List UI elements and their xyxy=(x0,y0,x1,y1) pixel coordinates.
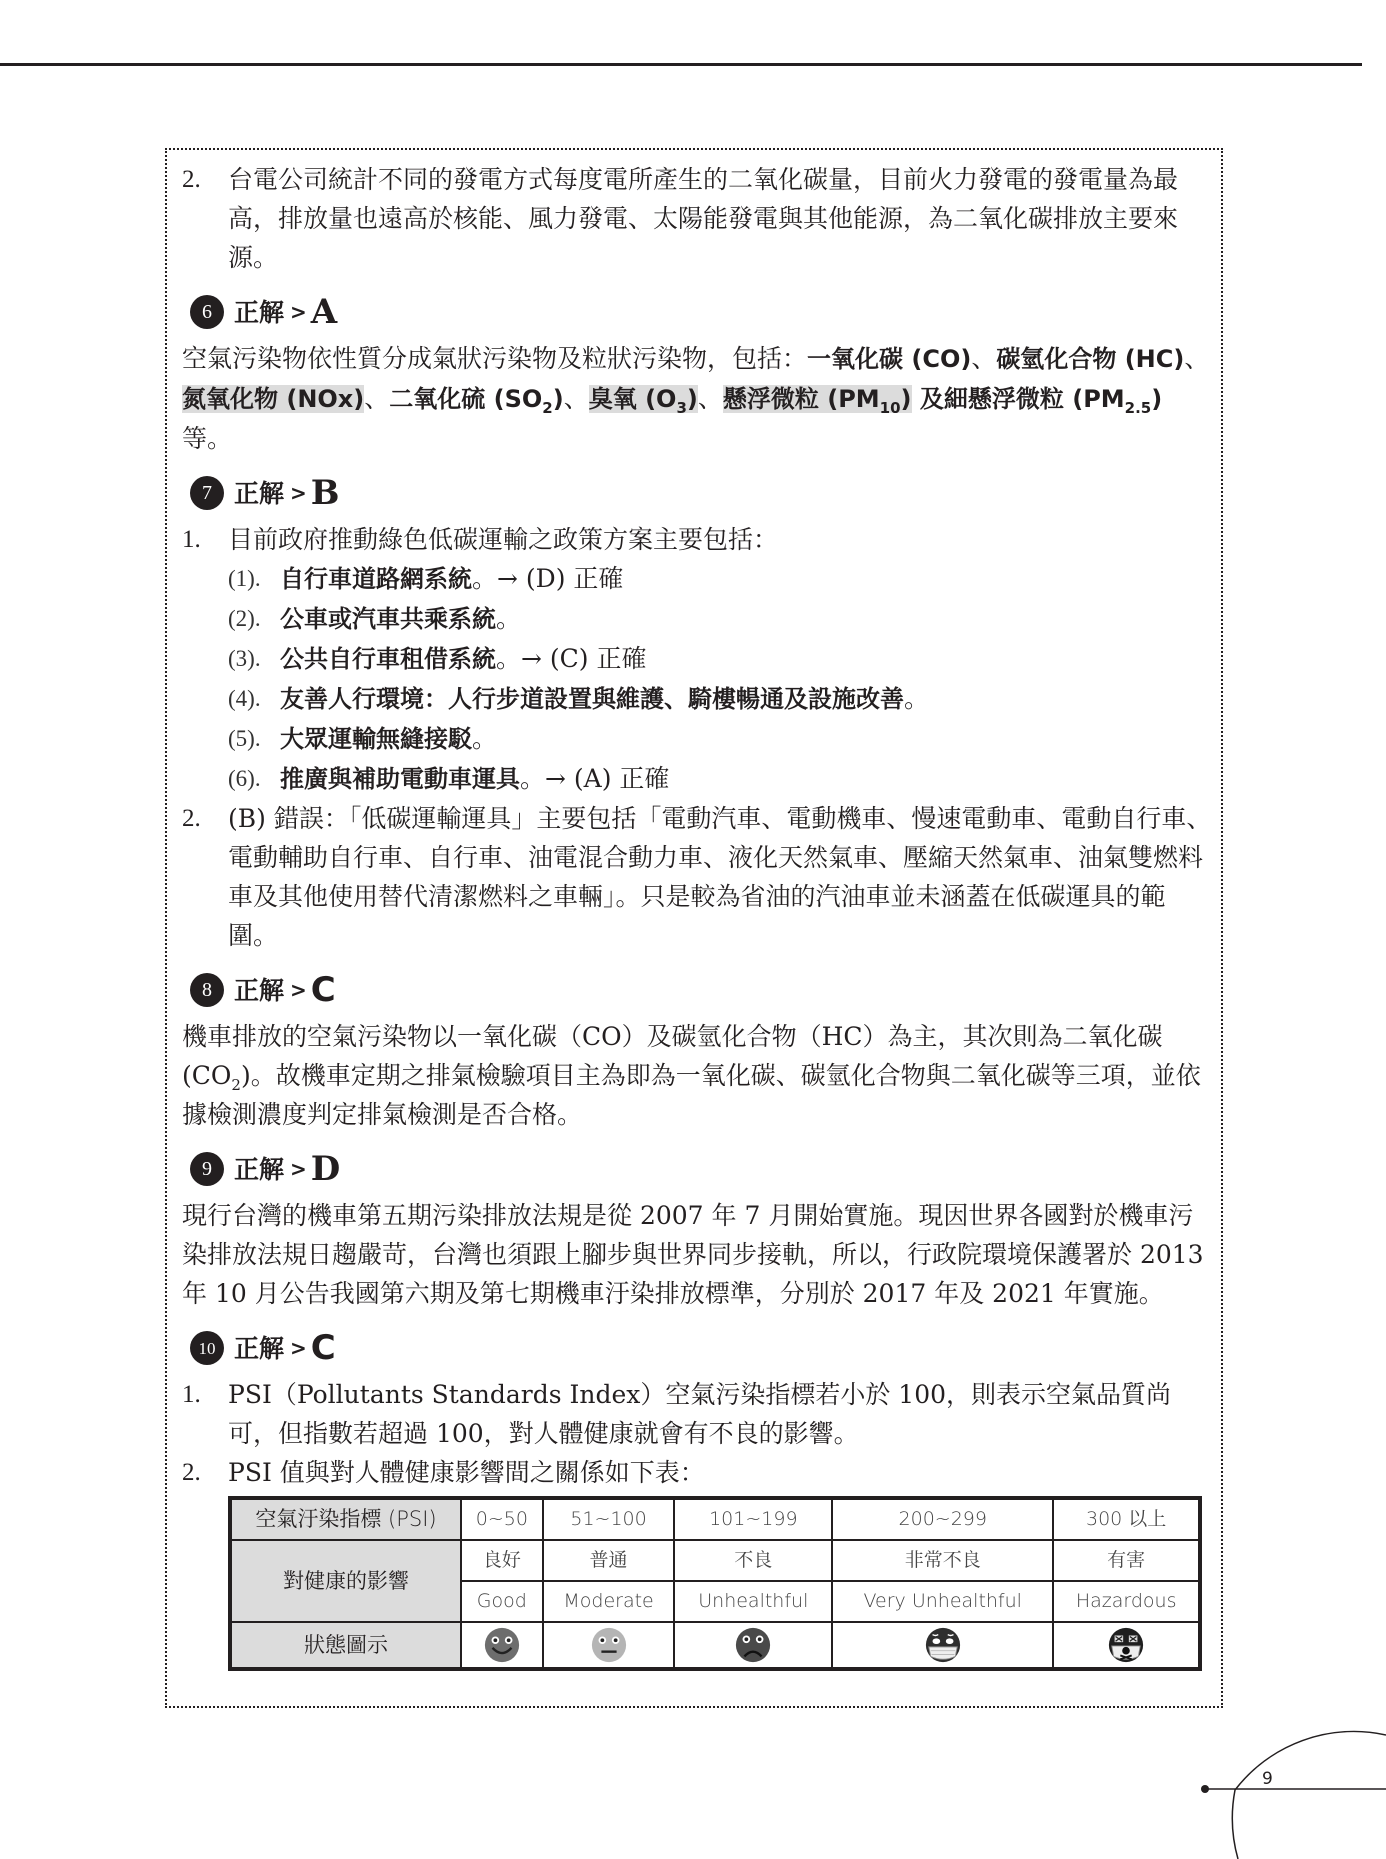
answer-heading-6: 6 正解 > A xyxy=(190,291,1212,333)
answer-letter: D xyxy=(310,1148,341,1189)
question-number-badge: 9 xyxy=(190,1152,224,1186)
answer-letter: C xyxy=(310,1327,336,1368)
psi-range-cell: 300 以上 xyxy=(1053,1498,1200,1540)
answer-heading-8: 8 正解 > C xyxy=(190,969,1212,1011)
q6-explanation: 空氣污染物依性質分成氣狀污染物及粒狀污染物，包括：一氧化碳 (CO)、碳氫化合物 (HC)、氮氧化物 (NOx)、二氧化硫 $(SO_2)$、臭氧 $(O_3)$、懸浮微粒 $(PM_{10})$ 及細懸浮微粒 $(PM_{2.5})$ 等。 xyxy=(182,344,1210,453)
q10-item-2: 2. PSI 值與對人體健康影響間之關係如下表： xyxy=(182,1458,705,1487)
question-number-badge: 7 xyxy=(190,476,224,510)
chevron-right-icon: > xyxy=(290,977,307,1002)
page-number: 9 xyxy=(1262,1769,1273,1789)
chevron-right-icon: > xyxy=(290,1156,307,1181)
q10-item-1: 1. PSI（Pollutants Standards Index）空氣污染指標若小於 100，則表示空氣品質尚可，但指數若超過 100，對人體健康就會有不良的影響。 xyxy=(182,1380,1172,1448)
question-number-badge: 8 xyxy=(190,973,224,1007)
effect-en-cell: Hazardous xyxy=(1053,1581,1200,1622)
psi-row-header: 空氣汙染指標 (PSI) xyxy=(230,1498,461,1540)
q7-sub-item: (6). 推廣與補助電動車運具。→ (A) 正確 xyxy=(228,764,670,793)
q7-sub-item: (1). 自行車道路網系統。→ (D) 正確 xyxy=(228,564,624,593)
q7-sub-item: (2). 公車或汽車共乘系統。 xyxy=(228,604,522,633)
effect-zh-cell: 不良 xyxy=(674,1540,832,1581)
psi-range-cell: 51~100 xyxy=(543,1498,675,1540)
bullet-dot-icon xyxy=(1201,1785,1209,1793)
chevron-right-icon: > xyxy=(290,299,307,324)
intro-text: 台電公司統計不同的發電方式每度電所產生的二氧化碳量，目前火力發電的發電量為最高，排放量也遠高於核能、風力發電、太陽能發電與其他能源，為二氧化碳排放主要來源。 xyxy=(228,165,1179,272)
effect-zh-cell: 有害 xyxy=(1053,1540,1200,1581)
answer-heading-7: 7 正解 > B xyxy=(190,472,1212,514)
effect-zh-cell: 非常不良 xyxy=(832,1540,1053,1581)
icon-row-header: 狀態圖示 xyxy=(230,1622,461,1669)
highlight-o3: 臭氧 $(O_3)$ xyxy=(588,385,698,417)
q9-explanation: 現行台灣的機車第五期污染排放法規是從 2007 年 7 月開始實施。現因世界各國對於機車污染排放法規日趨嚴苛，台灣也須跟上腳步與世界同步接軌，所以，行政院環境保護署於 2013 年 10 月公告我國第六期及第七期機車汙染排放標準，分別於 2017 年及 2021 年實施。 xyxy=(182,1201,1204,1308)
q7-item-2: 2. (B) 錯誤：「低碳運輸運具」主要包括「電動汽車、電動機車、慢速電動車、電動自行車、電動輔助自行車、自行車、油電混合動力車、液化天然氣車、壓縮天然氣車、油氣雙燃料車及其他使用替代清潔燃料之車輛」。只是較為省油的汽油車並未涵蓋在低碳運具的範圍。 xyxy=(182,804,1212,950)
answer-letter: A xyxy=(310,291,338,332)
answer-heading-10: 10 正解 > C xyxy=(190,1327,1212,1369)
answer-heading-9: 9 正解 > D xyxy=(190,1148,1212,1190)
highlight-nox: 氮氧化物 (NOx) xyxy=(182,385,365,413)
question-number-badge: 10 xyxy=(190,1331,224,1365)
effect-zh-cell: 良好 xyxy=(461,1540,543,1581)
effect-en-cell: Moderate xyxy=(543,1581,675,1622)
q7-sub-item: (4). 友善人行環境：人行步道設置與維護、騎樓暢通及設施改善。 xyxy=(228,684,930,713)
psi-range-cell: 101~199 xyxy=(674,1498,832,1540)
highlight-pm10: 懸浮微粒 $(PM_{10})$ xyxy=(722,385,912,417)
answer-letter: C xyxy=(310,969,336,1010)
answer-letter: B xyxy=(310,472,340,513)
effect-row-header: 對健康的影響 xyxy=(230,1540,461,1622)
chevron-right-icon: > xyxy=(290,480,307,505)
corner-arc xyxy=(1232,1732,1386,1859)
psi-range-cell: 0~50 xyxy=(461,1498,543,1540)
effect-en-cell: Good xyxy=(461,1581,543,1622)
q8-explanation: 機車排放的空氣污染物以一氧化碳（CO）及碳氫化合物（HC）為主，其次則為二氧化碳 $(CO_2)$。故機車定期之排氣檢驗項目主為即為一氧化碳、碳氫化合物與二氧化碳等三項，並依據檢測濃度判定排氣檢測是否合格。 xyxy=(182,1022,1201,1129)
psi-range-cell: 200~299 xyxy=(832,1498,1053,1540)
effect-en-cell: Unhealthful xyxy=(674,1581,832,1622)
q7-sub-item: (3). 公共自行車租借系統。→ (C) 正確 xyxy=(228,644,647,673)
q7-item-1: 1. 目前政府推動綠色低碳運輸之政策方案主要包括： xyxy=(182,525,779,554)
chevron-right-icon: > xyxy=(290,1335,307,1360)
effect-zh-cell: 普通 xyxy=(543,1540,675,1581)
effect-en-cell: Very Unhealthful xyxy=(832,1581,1053,1622)
intro-item: 2. 台電公司統計不同的發電方式每度電所產生的二氧化碳量，目前火力發電的發電量為最高，排放量也遠高於核能、風力發電、太陽能發電與其他能源，為二氧化碳排放主要來源。 xyxy=(182,160,1212,277)
question-number-badge: 6 xyxy=(190,295,224,329)
q7-sub-item: (5). 大眾運輸無縫接駁。 xyxy=(228,724,498,753)
